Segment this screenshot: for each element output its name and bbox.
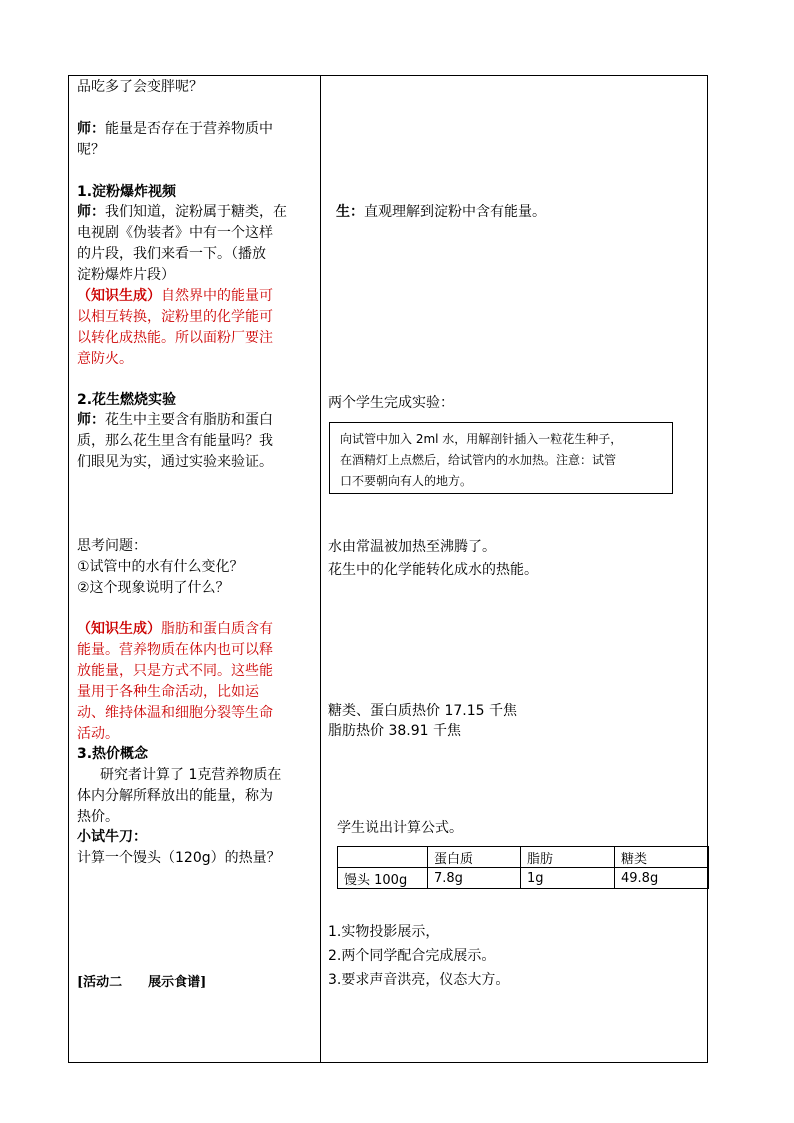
left-line-6: 电视剧《伪装者》中有一个这样	[77, 225, 273, 241]
teacher-question-1	[77, 119, 273, 140]
display-step-2: 2.两个同学配合完成展示。	[328, 948, 496, 964]
table-header-cell: 脂肪	[521, 847, 615, 868]
table-cell: 49.8g	[615, 868, 709, 889]
practice-title: 小试牛刀：	[77, 829, 147, 845]
left-line-7: 的片段，我们来看一下。（播放	[77, 246, 266, 262]
knowledge-gen-1-d: 意防火。	[77, 351, 133, 367]
left-line-29: 热价。	[77, 809, 119, 825]
procedure-line-2: 在酒精灯上点燃后，给试管内的水加热。注意：试管	[340, 453, 617, 467]
table-header-cell	[338, 847, 428, 868]
left-line-27: 研究者计算了 1克营养物质在	[100, 767, 282, 783]
heat-value-sugar-protein: 糖类、蛋白质热价 17.15 千焦	[328, 703, 517, 719]
teacher-starch-1	[77, 202, 287, 223]
left-line-1: 品吃多了会变胖呢？	[77, 79, 203, 95]
teacher-label: 师：	[77, 121, 105, 137]
student-label: 生：	[336, 204, 364, 220]
procedure-line-1: 向试管中加入 2ml 水，用解剖针插入一粒花生种子，	[340, 432, 623, 446]
knowledge-gen-2-c: 放能量，只是方式不同。这些能	[77, 663, 273, 679]
knowledge-gen-1	[77, 286, 273, 307]
observation-1: 水由常温被加热至沸腾了。	[328, 539, 496, 555]
procedure-line-3: 口不要朝向有人的地方。	[340, 474, 473, 488]
experiment-procedure-box	[329, 422, 673, 494]
activity-two-heading: [活动二 展示食谱]	[77, 975, 207, 990]
table-cell: 1g	[521, 868, 615, 889]
left-line-16: 们眼见为实，通过实验来验证。	[77, 454, 273, 470]
left-line-28: 体内分解所释放出的能量，称为	[77, 788, 273, 804]
practice-question: 计算一个馒头（120g）的热量？	[77, 850, 281, 866]
teacher-peanut-1	[77, 410, 273, 431]
knowledge-text: 脂肪和蛋白质含有	[161, 621, 273, 637]
experiment-intro: 两个学生完成实验：	[328, 395, 454, 411]
teacher-label: 师：	[77, 204, 105, 220]
knowledge-gen-1-c: 以转化成热能。所以面粉厂要注	[77, 330, 273, 346]
teacher-text: 我们知道，淀粉属于糖类，在	[105, 204, 287, 220]
table-cell: 馒头 100g	[338, 868, 428, 889]
student-response-1	[336, 202, 546, 223]
display-step-1: 1.实物投影展示，	[328, 924, 440, 940]
think-heading: 思考问题：	[77, 538, 147, 554]
heat-value-fat: 脂肪热价 38.91 千焦	[328, 723, 461, 739]
table-row	[338, 868, 709, 889]
knowledge-gen-2	[77, 619, 273, 640]
left-line-8: 淀粉爆炸片段）	[77, 267, 175, 283]
section-1-title: 1.淀粉爆炸视频	[77, 184, 177, 200]
knowledge-gen-2-b: 能量。营养物质在体内也可以释	[77, 642, 273, 658]
knowledge-gen-2-e: 动、维持体温和细胞分裂等生命	[77, 705, 273, 721]
knowledge-gen-1-b: 以相互转换，淀粉里的化学能可	[77, 309, 273, 325]
teacher-text: 能量是否存在于营养物质中	[105, 121, 273, 137]
knowledge-gen-2-d: 量用于各种生命活动，比如运	[77, 684, 259, 700]
table-header-cell: 糖类	[615, 847, 709, 868]
knowledge-text: 自然界中的能量可	[161, 288, 273, 304]
table-cell: 7.8g	[428, 868, 521, 889]
knowledge-label: （知识生成）	[77, 621, 161, 637]
display-step-3: 3.要求声音洪亮，仪态大方。	[328, 972, 510, 988]
column-divider	[320, 75, 321, 1063]
left-line-15: 质，那么花生里含有能量吗？我	[77, 433, 273, 449]
student-text: 直观理解到淀粉中含有能量。	[364, 204, 546, 220]
teacher-text: 花生中主要含有脂肪和蛋白	[105, 412, 273, 428]
question-1: ①试管中的水有什么变化？	[77, 559, 244, 575]
knowledge-label: （知识生成）	[77, 288, 161, 304]
knowledge-gen-2-f: 活动。	[77, 726, 119, 742]
left-line-3: 呢？	[77, 142, 105, 158]
table-row	[338, 847, 709, 868]
formula-prompt: 学生说出计算公式。	[337, 820, 463, 836]
heat-calculation-table	[337, 846, 709, 889]
question-2: ②这个现象说明了什么？	[77, 580, 230, 596]
section-3-title: 3.热价概念	[77, 746, 149, 762]
table-header-cell: 蛋白质	[428, 847, 521, 868]
observation-2: 花生中的化学能转化成水的热能。	[328, 562, 538, 578]
teacher-label: 师：	[77, 412, 105, 428]
section-2-title: 2.花生燃烧实验	[77, 392, 177, 408]
